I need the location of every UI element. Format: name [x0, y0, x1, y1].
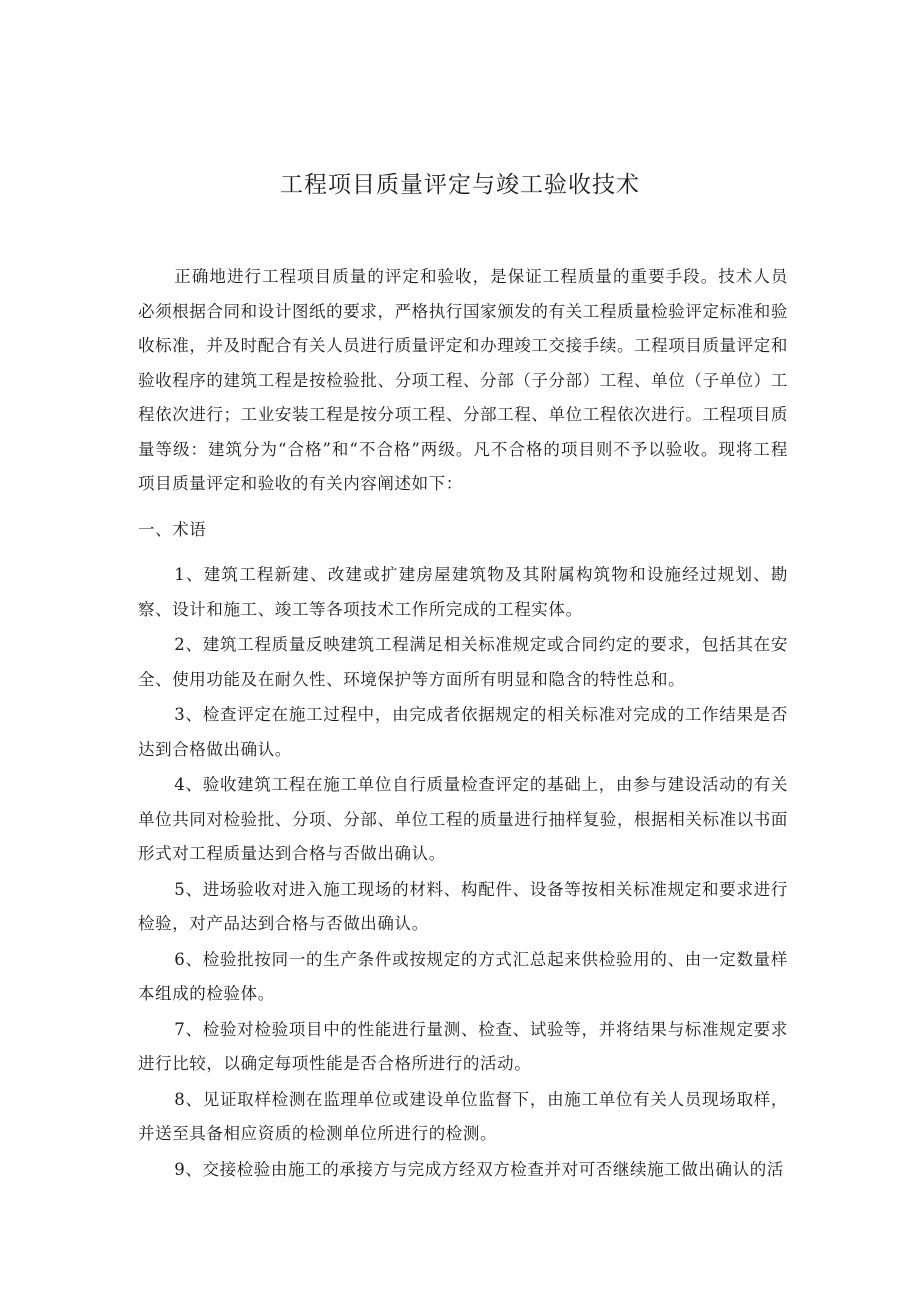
- term-item-3: 3、检查评定在施工过程中，由完成者依据规定的相关标准对完成的工作结果是否达到合格做出确认。: [138, 705, 788, 759]
- term-item-2: 2、建筑工程质量反映建筑工程满足相关标准规定或合同约定的要求，包括其在安全、使用功能及在耐久性、环境保护等方面所有明显和隐含的特性总和。: [138, 635, 788, 689]
- term-item-9: 9、交接检验由施工的承接方与完成方经双方检查并对可否继续施工做出确认的活: [174, 1159, 784, 1179]
- term-item-7: 7、检验对检验项目中的性能进行量测、检查、试验等，并将结果与标准规定要求进行比较，以确定每项性能是否合格所进行的活动。: [138, 1019, 788, 1073]
- term-item-1: 1、建筑工程新建、改建或扩建房屋建筑物及其附属构筑物和设施经过规划、勘察、设计和施工、竣工等各项技术工作所完成的工程实体。: [138, 565, 788, 619]
- document-title: 工程项目质量评定与竣工验收技术: [280, 172, 640, 198]
- term-item-5: 5、进场验收对进入施工现场的材料、构配件、设备等按相关标准规定和要求进行检验，对产品达到合格与否做出确认。: [138, 879, 788, 933]
- intro-paragraph: 正确地进行工程项目质量的评定和验收，是保证工程质量的重要手段。技术人员必须根据合同和设计图纸的要求，严格执行国家颁发的有关工程质量检验评定标准和验收标准，并及时配合有关人员进行质量评定和办理竣工交接手续。工程项目质量评定和验收程序的建筑工程是按检验批、分项工程、分部（子分部）工程、单位（子单位）工程依次进行；工业安装工程是按分项工程、分部工程、单位工程依次进行。工程项目质量等级：建筑分为“合格”和“不合格”两级。凡不合格的项目则不予以验收。现将工程项目质量评定和验收的有关内容阐述如下：: [138, 267, 788, 493]
- section-heading-terms: 一、术语: [138, 519, 207, 539]
- term-item-4: 4、验收建筑工程在施工单位自行质量检查评定的基础上，由参与建设活动的有关单位共同对检验批、分项、分部、单位工程的质量进行抽样复验，根据相关标准以书面形式对工程质量达到合格与否做出确认。: [138, 775, 788, 863]
- term-item-6: 6、检验批按同一的生产条件或按规定的方式汇总起来供检验用的、由一定数量样本组成的检验体。: [138, 949, 788, 1003]
- term-item-8: 8、见证取样检测在监理单位或建设单位监督下，由施工单位有关人员现场取样，并送至具备相应资质的检测单位所进行的检测。: [138, 1089, 788, 1143]
- document-body: [138, 260, 788, 1188]
